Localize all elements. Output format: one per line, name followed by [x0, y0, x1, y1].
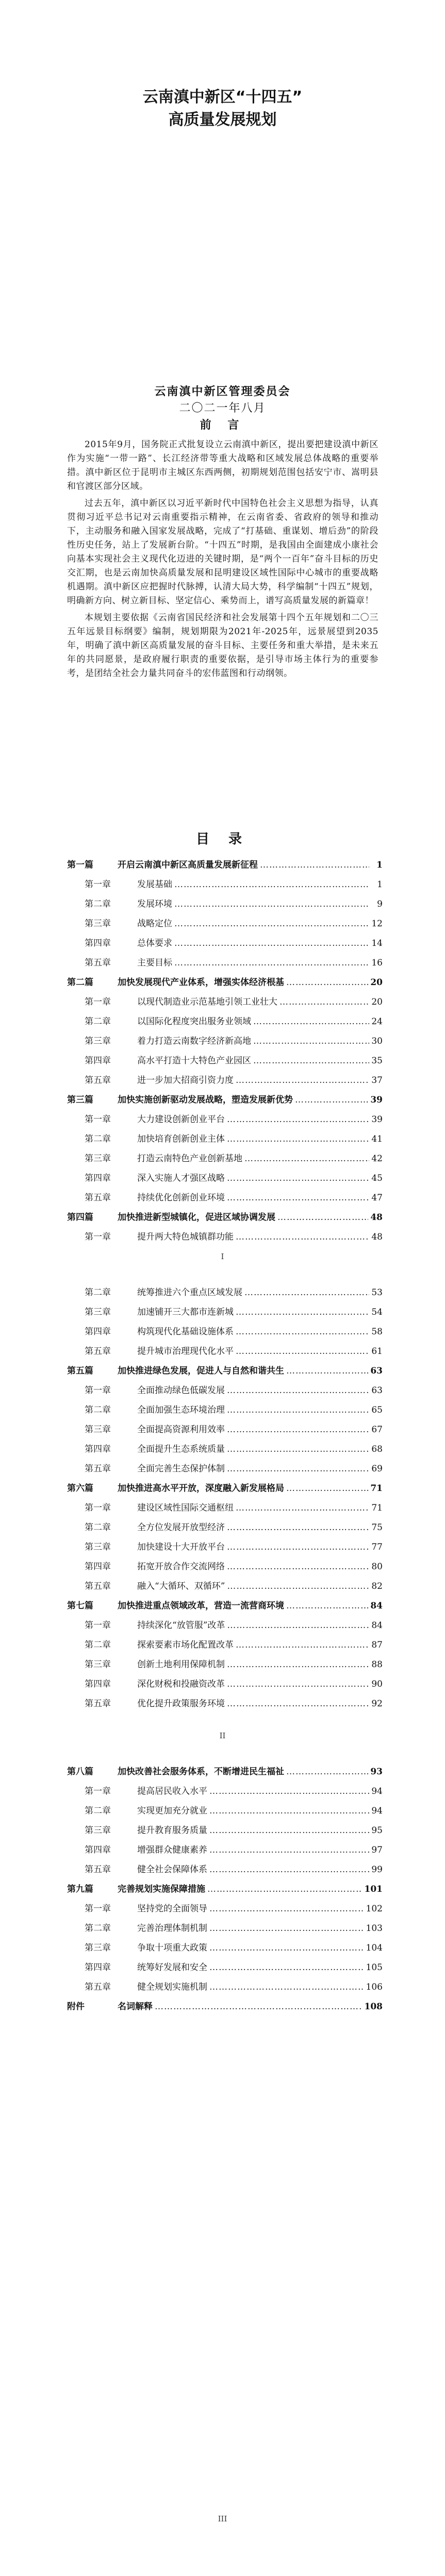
toc-chapter-entry[interactable]	[67, 1557, 383, 1577]
toc-entry-page: 63	[371, 1385, 383, 1396]
toc-entry-page: 69	[371, 1464, 383, 1474]
toc-entry-title: 发展基础	[137, 879, 172, 890]
toc-chapter-entry[interactable]	[67, 1899, 383, 1919]
toc-entry-title: 深化财税和投融资改革	[137, 1679, 225, 1689]
toc-leader-dots	[227, 1110, 369, 1129]
toc-entry-number: 第五章	[85, 1464, 111, 1474]
toc-entry-number: 第一章	[85, 1786, 111, 1797]
toc-entry-number: 第三章	[85, 1542, 111, 1552]
toc-entry-number: 第四章	[85, 1562, 111, 1572]
toc-leader-dots	[236, 1071, 369, 1090]
toc-part-entry[interactable]	[67, 1762, 383, 1782]
toc-entry-number: 第二章	[85, 899, 111, 909]
toc-leader-dots	[209, 1782, 369, 1801]
toc-chapter-entry[interactable]	[67, 1110, 383, 1129]
toc-entry-title: 打造云南特色产业创新基地	[137, 1154, 242, 1164]
toc-part-entry[interactable]	[67, 855, 383, 875]
toc-entry-title: 融入“大循环、双循环”	[137, 1581, 225, 1591]
toc-entry-page: 30	[371, 1036, 383, 1046]
toc-entry-page: 92	[371, 1699, 383, 1709]
toc-entry-title: 深入实施人才强区战略	[137, 1173, 225, 1183]
toc-chapter-entry[interactable]	[67, 1635, 383, 1655]
toc-entry-title: 优化提升政策服务环境	[137, 1699, 225, 1709]
toc-entry-number: 第五章	[85, 1982, 111, 1992]
toc-entry-page: 54	[371, 1307, 383, 1317]
toc-part-entry[interactable]	[67, 973, 383, 992]
page-number: III	[218, 2514, 227, 2523]
toc-entry-page: 48	[371, 1232, 383, 1242]
toc-leader-dots	[227, 1694, 369, 1714]
toc-entry-page: 68	[371, 1444, 383, 1454]
toc-entry-title: 持续深化“放管服”改革	[137, 1620, 225, 1631]
toc-part-entry[interactable]	[67, 1879, 383, 1899]
toc-entry-page: 24	[371, 1016, 383, 1027]
toc-chapter-entry[interactable]	[67, 1919, 383, 1938]
toc-entry-number: 第一章	[85, 1503, 111, 1513]
toc-entry-number: 第一章	[85, 1385, 111, 1396]
table-of-contents	[67, 1283, 383, 1714]
page-number: II	[219, 1731, 226, 1740]
toc-leader-dots	[277, 1208, 368, 1227]
toc-leader-dots	[209, 1860, 369, 1879]
toc-leader-dots	[227, 1400, 369, 1420]
toc-leader-dots	[174, 875, 369, 894]
toc-entry-page: 108	[364, 2002, 383, 2012]
toc-entry-title: 主要目标	[137, 958, 172, 968]
toc-leader-dots	[227, 1129, 369, 1149]
toc-entry-number: 第一章	[85, 1232, 111, 1242]
toc-entry-number: 第八篇	[67, 1767, 93, 1777]
preface-paragraph: 过去五年，滇中新区以习近平新时代中国特色社会主义思想为指导，认真贯彻习近平总书记对云南重要指示精神，在云南省委、省政府的领导和推动下，主动服务和融入国家发展战略，完成了“打基础、重谋划、增后劲”的阶段性历史任务，站上了发展新台阶。“十四五”时期，是我国由全面建成小康社会向基本实现社会主义现代化迈进的关键时期，是“两个一百年”奋斗目标的历史交汇期，也是云南加快高质量发展和昆明建设区域性国际中心城市的重要战略机遇期。滇中新区应把握时代脉搏，认清大局大势，科学编制“十四五”规划，明确新方向、树立新目标、坚定信心、乘势而上，谱写高质量发展的新篇章！	[67, 498, 378, 606]
toc-leader-dots	[155, 1997, 362, 2016]
toc-leader-dots	[227, 1674, 369, 1694]
toc-leader-dots	[253, 1012, 369, 1031]
toc-leader-dots	[236, 1302, 369, 1322]
toc-leader-dots	[227, 1557, 369, 1577]
toc-chapter-entry[interactable]	[67, 992, 383, 1012]
toc-leader-dots	[286, 1361, 368, 1381]
toc-chapter-entry[interactable]	[67, 1227, 383, 1247]
toc-entry-number: 第二章	[85, 1287, 111, 1298]
toc-entry-title: 全方位发展开放型经济	[137, 1522, 225, 1533]
toc-entry-page: 63	[370, 1366, 383, 1376]
page-number: I	[221, 1252, 224, 1261]
toc-entry-page: 94	[371, 1786, 383, 1797]
toc-entry-title: 提升城市治理现代化水平	[137, 1346, 234, 1357]
toc-entry-page: 101	[364, 1884, 383, 1894]
toc-part-entry[interactable]	[67, 1090, 383, 1110]
toc-entry-number: 第四章	[85, 1173, 111, 1183]
toc-chapter-entry[interactable]	[67, 1518, 383, 1537]
toc-entry-title: 以现代制造业示范基地引领工业壮大	[137, 997, 277, 1007]
toc-entry-number: 第五章	[85, 1581, 111, 1591]
toc-entry-number: 第四章	[85, 938, 111, 948]
toc-chapter-entry[interactable]	[67, 1149, 383, 1168]
toc-chapter-entry[interactable]	[67, 1168, 383, 1188]
toc-entry-number: 第三篇	[67, 1095, 93, 1105]
toc-chapter-entry[interactable]	[67, 1694, 383, 1714]
toc-leader-dots	[236, 1227, 369, 1247]
toc-entry-page: 71	[370, 1483, 383, 1494]
toc-leader-dots	[209, 1840, 369, 1860]
toc-entry-title: 提升两大特色城镇群功能	[137, 1232, 234, 1242]
toc-leader-dots	[253, 1031, 369, 1051]
toc-entry-title: 争取十项重大政策	[137, 1943, 207, 1953]
toc-entry-page: 39	[370, 1095, 383, 1105]
toc-entry-page: 9	[377, 899, 383, 909]
toc-entry-number: 第五章	[85, 1699, 111, 1709]
toc-leader-dots	[207, 1879, 362, 1899]
preface-paragraph: 2015年9月，国务院正式批复设立云南滇中新区，提出要把建设滇中新区作为实施“一带一路”、长江经济带等重大战略和区域发展总体战略的重要举措。滇中新区位于昆明市主城区东西两侧，初期规划范围包括安宁市、嵩明县和官渡区部分区域。	[67, 439, 378, 492]
toc-entry-title: 加快发展现代产业体系，增强实体经济根基	[118, 977, 284, 988]
toc-chapter-entry[interactable]	[67, 1860, 383, 1879]
toc-entry-number: 第二章	[85, 1640, 111, 1650]
toc-part-entry[interactable]	[67, 1997, 383, 2016]
toc-entry-page: 65	[371, 1405, 383, 1415]
toc-chapter-entry[interactable]	[67, 1782, 383, 1801]
toc-entry-number: 第一章	[85, 1114, 111, 1125]
toc-leader-dots	[295, 1090, 368, 1110]
toc-chapter-entry[interactable]	[67, 1342, 383, 1361]
toc-entry-title: 战略定位	[137, 919, 172, 929]
toc-entry-page: 93	[370, 1767, 383, 1777]
toc-entry-number: 第二章	[85, 1134, 111, 1144]
toc-entry-number: 第二章	[85, 1522, 111, 1533]
toc-entry-title: 加快推进重点领域改革，营造一流营商环境	[118, 1601, 284, 1611]
toc-entry-number: 第二章	[85, 1405, 111, 1415]
toc-entry-page: 20	[371, 997, 383, 1007]
toc-chapter-entry[interactable]	[67, 1051, 383, 1071]
toc-entry-title: 提高居民收入水平	[137, 1786, 207, 1797]
toc-entry-title: 着力打造云南数字经济新高地	[137, 1036, 251, 1046]
toc-chapter-entry[interactable]	[67, 1459, 383, 1479]
toc-entry-number: 第一篇	[67, 860, 93, 870]
toc-leader-dots	[236, 1498, 369, 1518]
toc-chapter-entry[interactable]	[67, 1129, 383, 1149]
toc-entry-title: 全面推动绿色低碳发展	[137, 1385, 225, 1396]
toc-chapter-entry[interactable]	[67, 1302, 383, 1322]
toc-entry-number: 第四章	[85, 1845, 111, 1855]
toc-leader-dots	[174, 914, 369, 934]
toc-entry-title: 拓宽开放合作交流网络	[137, 1562, 225, 1572]
toc-leader-dots	[227, 1168, 369, 1188]
toc-entry-page: 80	[371, 1562, 383, 1572]
toc-entry-page: 99	[371, 1865, 383, 1875]
toc-entry-number: 第三章	[85, 1307, 111, 1317]
toc-leader-dots	[227, 1616, 369, 1635]
toc-leader-dots	[209, 1958, 364, 1977]
toc-entry-page: 105	[366, 1962, 383, 1973]
toc-entry-page: 95	[371, 1825, 383, 1836]
toc-entry-number: 第九篇	[67, 1884, 93, 1894]
toc-chapter-entry[interactable]	[67, 1616, 383, 1635]
toc-entry-page: 20	[370, 977, 383, 988]
toc-entry-title: 统筹推进六个重点区域发展	[137, 1287, 242, 1298]
preface-heading: 前 言	[200, 418, 245, 432]
toc-entry-title: 加速铺开三大都市连新城	[137, 1307, 234, 1317]
toc-entry-title: 全面完善生态保护体制	[137, 1464, 225, 1474]
toc-entry-title: 构筑现代化基础设施体系	[137, 1327, 234, 1337]
toc-entry-number: 第六篇	[67, 1483, 93, 1494]
toc-entry-number: 第二章	[85, 1016, 111, 1027]
toc-entry-page: 97	[371, 1845, 383, 1855]
toc-entry-page: 41	[371, 1134, 383, 1144]
toc-entry-title: 发展环境	[137, 899, 172, 909]
toc-chapter-entry[interactable]	[67, 875, 383, 894]
toc-leader-dots	[253, 1051, 369, 1071]
toc-entry-page: 39	[371, 1114, 383, 1125]
toc-entry-page: 58	[371, 1327, 383, 1337]
toc-leader-dots	[209, 1919, 364, 1938]
toc-leader-dots	[209, 1938, 364, 1958]
toc-leader-dots	[227, 1655, 369, 1674]
toc-entry-title: 加快推进高水平开放，深度融入新发展格局	[118, 1483, 284, 1494]
toc-leader-dots	[227, 1381, 369, 1400]
toc-chapter-entry[interactable]	[67, 1821, 383, 1840]
toc-leader-dots	[174, 934, 369, 953]
toc-entry-number: 第二章	[85, 1923, 111, 1934]
toc-entry-title: 加快实施创新驱动发展战略，塑造发展新优势	[118, 1095, 293, 1105]
toc-leader-dots	[286, 1479, 368, 1498]
toc-entry-page: 94	[371, 1806, 383, 1816]
toc-entry-page: 102	[366, 1904, 383, 1914]
toc-leader-dots	[227, 1439, 369, 1459]
toc-entry-number: 第二章	[85, 1806, 111, 1816]
toc-chapter-entry[interactable]	[67, 914, 383, 934]
toc-chapter-entry[interactable]	[67, 1801, 383, 1821]
toc-leader-dots	[244, 1283, 369, 1302]
toc-leader-dots	[286, 1596, 368, 1616]
toc-part-entry[interactable]	[67, 1361, 383, 1381]
toc-entry-number: 第一章	[85, 1620, 111, 1631]
toc-entry-number: 第三章	[85, 1154, 111, 1164]
toc-leader-dots	[236, 1342, 369, 1361]
toc-leader-dots	[227, 1188, 369, 1208]
toc-entry-number: 第五篇	[67, 1366, 93, 1376]
toc-entry-number: 第五章	[85, 1193, 111, 1203]
toc-entry-number: 第三章	[85, 919, 111, 929]
toc-leader-dots	[236, 1635, 369, 1655]
toc-part-entry[interactable]	[67, 1479, 383, 1498]
toc-entry-page: 61	[371, 1346, 383, 1357]
toc-leader-dots	[236, 1322, 369, 1342]
toc-entry-number: 第七篇	[67, 1601, 93, 1611]
toc-chapter-entry[interactable]	[67, 1577, 383, 1596]
toc-chapter-entry[interactable]	[67, 1938, 383, 1958]
toc-entry-number: 第一章	[85, 879, 111, 890]
toc-entry-page: 12	[371, 919, 383, 929]
toc-entry-title: 探索要素市场化配置改革	[137, 1640, 234, 1650]
toc-entry-title: 加快改善社会服务体系，不断增进民生福祉	[118, 1767, 284, 1777]
toc-entry-title: 完善规划实施保障措施	[118, 1884, 205, 1894]
toc-chapter-entry[interactable]	[67, 1439, 383, 1459]
toc-entry-number: 第五章	[85, 1075, 111, 1086]
toc-leader-dots	[279, 992, 369, 1012]
toc-entry-number: 第五章	[85, 958, 111, 968]
toc-chapter-entry[interactable]	[67, 1188, 383, 1208]
issuer-org: 云南滇中新区管理委员会	[154, 385, 291, 398]
toc-chapter-entry[interactable]	[67, 934, 383, 953]
toc-entry-page: 77	[371, 1542, 383, 1552]
toc-chapter-entry[interactable]	[67, 1283, 383, 1302]
toc-entry-title: 全面提升生态系统质量	[137, 1444, 225, 1454]
toc-entry-number: 第一章	[85, 1904, 111, 1914]
toc-entry-page: 103	[366, 1923, 383, 1934]
toc-chapter-entry[interactable]	[67, 1498, 383, 1518]
toc-entry-page: 45	[371, 1173, 383, 1183]
toc-entry-title: 持续优化创新创业环境	[137, 1193, 225, 1203]
toc-title: 目 录	[195, 832, 250, 847]
toc-entry-page: 37	[371, 1075, 383, 1086]
toc-chapter-entry[interactable]	[67, 1071, 383, 1090]
toc-entry-title: 坚持党的全面领导	[137, 1904, 207, 1914]
toc-leader-dots	[209, 1801, 369, 1821]
toc-leader-dots	[227, 1459, 369, 1479]
toc-entry-page: 16	[371, 958, 383, 968]
toc-chapter-entry[interactable]	[67, 1958, 383, 1977]
toc-entry-title: 统筹好发展和安全	[137, 1962, 207, 1973]
toc-entry-number: 第四章	[85, 1444, 111, 1454]
toc-part-entry[interactable]	[67, 1596, 383, 1616]
toc-entry-page: 88	[371, 1659, 383, 1670]
toc-entry-title: 加快培育创新创业主体	[137, 1134, 225, 1144]
issuer-date: 二〇二一年八月	[179, 402, 266, 415]
toc-entry-title: 进一步加大招商引资力度	[137, 1075, 234, 1086]
toc-leader-dots	[286, 1762, 368, 1782]
document-title-line2: 高质量发展规划	[168, 111, 277, 129]
toc-leader-dots	[227, 1420, 369, 1439]
toc-part-entry[interactable]	[67, 1208, 383, 1227]
toc-chapter-entry[interactable]	[67, 1012, 383, 1031]
toc-entry-title: 加快推进新型城镇化，促进区域协调发展	[118, 1212, 275, 1223]
table-of-contents	[67, 1762, 383, 2016]
toc-chapter-entry[interactable]	[67, 894, 383, 914]
toc-entry-page: 14	[371, 938, 383, 948]
toc-entry-title: 增强群众健康素养	[137, 1845, 207, 1855]
toc-entry-title: 加快建设十大开放平台	[137, 1542, 225, 1552]
toc-chapter-entry[interactable]	[67, 1400, 383, 1420]
toc-leader-dots	[174, 894, 369, 914]
toc-entry-page: 82	[371, 1581, 383, 1591]
toc-entry-title: 实现更加充分就业	[137, 1806, 207, 1816]
toc-entry-number: 第四章	[85, 1679, 111, 1689]
toc-leader-dots	[286, 973, 368, 992]
toc-entry-number: 第三章	[85, 1943, 111, 1953]
toc-chapter-entry[interactable]	[67, 1322, 383, 1342]
toc-entry-page: 104	[366, 1943, 383, 1953]
toc-leader-dots	[227, 1518, 369, 1537]
toc-entry-page: 42	[371, 1154, 383, 1164]
toc-entry-title: 以国际化程度突出服务业领域	[137, 1016, 251, 1027]
toc-chapter-entry[interactable]	[67, 1420, 383, 1439]
toc-entry-number: 第三章	[85, 1825, 111, 1836]
toc-leader-dots	[174, 953, 369, 973]
toc-entry-title: 名词解释	[118, 2002, 153, 2012]
toc-entry-title: 建设区域性国际交通枢纽	[137, 1503, 234, 1513]
toc-leader-dots	[244, 1149, 369, 1168]
toc-entry-title: 健全社会保障体系	[137, 1865, 207, 1875]
toc-leader-dots	[209, 1977, 364, 1997]
toc-entry-page: 48	[370, 1212, 383, 1223]
toc-chapter-entry[interactable]	[67, 1840, 383, 1860]
toc-entry-page: 90	[371, 1679, 383, 1689]
preface-paragraph: 本规划主要依据《云南省国民经济和社会发展第十四个五年规划和二〇三五年远景目标纲要》编制，规划期限为2021年-2025年，远景展望到2035年，明确了滇中新区高质量发展的奋斗目标、主要任务和重大举措，是未来五年的共同愿景，是政府履行职责的重要依据，是引导市场主体行为的重要参考，是团结全社会力量共同奋斗的宏伟蓝图和行动纲领。	[67, 613, 378, 679]
toc-entry-title: 创新土地利用保障机制	[137, 1659, 225, 1670]
toc-leader-dots	[209, 1821, 369, 1840]
toc-entry-number: 第四章	[85, 1327, 111, 1337]
toc-entry-title: 高水平打造十大特色产业园区	[137, 1056, 251, 1066]
toc-chapter-entry[interactable]	[67, 953, 383, 973]
toc-entry-number: 第五章	[85, 1346, 111, 1357]
toc-entry-number: 第三章	[85, 1036, 111, 1046]
toc-entry-page: 87	[371, 1640, 383, 1650]
preface-body	[67, 438, 378, 684]
toc-entry-number: 第一章	[85, 997, 111, 1007]
toc-entry-title: 大力建设创新创业平台	[137, 1114, 225, 1125]
toc-entry-number: 附件	[67, 2002, 85, 2012]
toc-entry-number: 第三章	[85, 1659, 111, 1670]
toc-entry-page: 106	[366, 1982, 383, 1992]
toc-entry-title: 健全规划实施机制	[137, 1982, 207, 1992]
toc-chapter-entry[interactable]	[67, 1031, 383, 1051]
toc-entry-page: 35	[371, 1056, 383, 1066]
toc-entry-title: 加快推进绿色发展，促进人与自然和谐共生	[118, 1366, 284, 1376]
toc-entry-number: 第三章	[85, 1425, 111, 1435]
toc-leader-dots	[227, 1537, 369, 1557]
toc-chapter-entry[interactable]	[67, 1977, 383, 1997]
toc-entry-page: 47	[371, 1193, 383, 1203]
toc-leader-dots	[260, 855, 369, 875]
toc-entry-page: 84	[371, 1620, 383, 1631]
toc-chapter-entry[interactable]	[67, 1655, 383, 1674]
toc-chapter-entry[interactable]	[67, 1537, 383, 1557]
toc-entry-page: 71	[371, 1503, 383, 1513]
toc-entry-title: 提升教育服务质量	[137, 1825, 207, 1836]
toc-entry-number: 第四篇	[67, 1212, 93, 1223]
toc-entry-number: 第四章	[85, 1056, 111, 1066]
toc-entry-number: 第四章	[85, 1962, 111, 1973]
toc-entry-page: 53	[371, 1287, 383, 1298]
toc-entry-page: 1	[377, 879, 383, 890]
toc-leader-dots	[227, 1577, 369, 1596]
toc-entry-title: 完善治理体制机制	[137, 1923, 207, 1934]
toc-entry-title: 全面提高资源利用效率	[137, 1425, 225, 1435]
toc-entry-title: 总体要求	[137, 938, 172, 948]
document-title-line1: 云南滇中新区“十四五”	[142, 88, 303, 106]
toc-entry-page: 1	[376, 860, 383, 870]
toc-entry-title: 开启云南滇中新区高质量发展新征程	[118, 860, 258, 870]
toc-entry-number: 第二篇	[67, 977, 93, 988]
toc-entry-number: 第五章	[85, 1865, 111, 1875]
toc-entry-title: 全面加强生态环境治理	[137, 1405, 225, 1415]
toc-entry-page: 67	[371, 1425, 383, 1435]
table-of-contents	[67, 855, 383, 1247]
toc-chapter-entry[interactable]	[67, 1381, 383, 1400]
toc-leader-dots	[209, 1899, 364, 1919]
toc-chapter-entry[interactable]	[67, 1674, 383, 1694]
toc-entry-page: 75	[371, 1522, 383, 1533]
toc-entry-page: 84	[370, 1601, 383, 1611]
